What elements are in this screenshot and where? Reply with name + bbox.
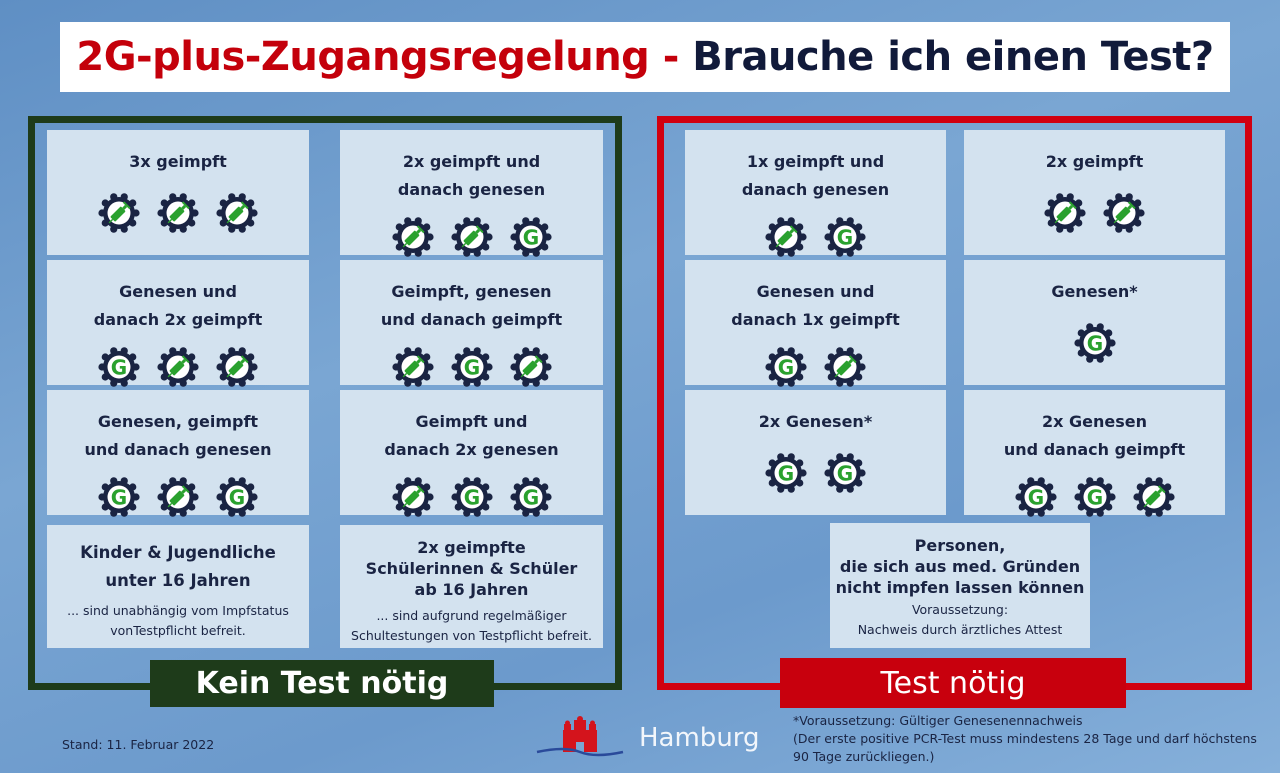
case-heading bbox=[366, 537, 578, 600]
vaccination-syringe-icon bbox=[822, 344, 868, 390]
case-heading-line: unter 16 Jahren bbox=[105, 571, 251, 590]
case-heading-line: 2x geimpfte bbox=[417, 538, 526, 557]
recovered-g-icon bbox=[1013, 474, 1059, 520]
svg-text:G: G bbox=[110, 485, 128, 510]
case-heading bbox=[94, 278, 262, 334]
case-heading-line: danach 2x geimpft bbox=[93, 310, 263, 329]
case-heading-line: Kinder & Jugendliche bbox=[80, 543, 276, 562]
vaccination-syringe-icon bbox=[1131, 474, 1177, 520]
case-note-line: Voraussetzung: bbox=[911, 602, 1009, 617]
no-test-case bbox=[340, 390, 603, 515]
svg-text:G: G bbox=[836, 225, 854, 250]
date-stamp: Stand: 11. Februar 2022 bbox=[62, 737, 215, 752]
case-heading bbox=[85, 408, 272, 464]
title-part-2: Brauche ich einen Test? bbox=[692, 34, 1214, 80]
case-note-line: vonTestpflicht befreit. bbox=[110, 623, 246, 638]
footnote bbox=[793, 712, 1257, 766]
vaccination-syringe-icon bbox=[155, 474, 201, 520]
case-heading-line: Genesen und bbox=[756, 282, 875, 301]
page-title bbox=[60, 22, 1230, 92]
status-icons bbox=[763, 344, 868, 390]
svg-text:G: G bbox=[463, 355, 480, 380]
recovered-g-icon bbox=[96, 344, 142, 390]
case-note-line: ... sind unabhängig vom Impfstatus bbox=[67, 603, 289, 618]
no-test-label: Kein Test nötig bbox=[150, 660, 494, 707]
status-icons bbox=[763, 450, 868, 496]
case-note-line: Schultestungen von Testpflicht befreit. bbox=[351, 628, 592, 643]
case-heading bbox=[731, 278, 899, 334]
recovered-g-icon bbox=[822, 450, 868, 496]
case-heading-line: die sich aus med. Gründen bbox=[839, 557, 1081, 576]
case-heading-line: Geimpft, genesen bbox=[391, 282, 552, 301]
hamburg-logo bbox=[535, 716, 760, 760]
case-heading-line: 2x geimpft und bbox=[402, 152, 541, 171]
case-heading-line: Geimpft und bbox=[415, 412, 528, 431]
test-label: Test nötig bbox=[780, 658, 1126, 708]
recovered-g-icon bbox=[508, 214, 554, 260]
case-note bbox=[351, 606, 592, 646]
case-heading-line: 1x geimpft und bbox=[746, 152, 885, 171]
case-heading-line: Genesen, geimpft bbox=[97, 412, 259, 431]
hamburg-castle-icon bbox=[535, 716, 625, 760]
logo-text: Hamburg bbox=[639, 723, 760, 753]
case-heading-line: nicht impfen lassen können bbox=[835, 578, 1085, 597]
status-icons bbox=[1042, 190, 1147, 236]
case-heading bbox=[1051, 278, 1137, 306]
status-icons bbox=[1072, 320, 1118, 366]
case-note bbox=[858, 600, 1063, 640]
case-heading bbox=[80, 539, 276, 595]
case-heading bbox=[384, 408, 558, 464]
vaccination-syringe-icon bbox=[1101, 190, 1147, 236]
case-heading-line: 2x Genesen* bbox=[758, 412, 873, 431]
case-heading bbox=[381, 278, 562, 334]
no-test-case bbox=[47, 260, 309, 385]
case-heading-line: danach genesen bbox=[741, 180, 890, 199]
vaccination-syringe-icon bbox=[1042, 190, 1088, 236]
status-icons bbox=[96, 474, 260, 520]
case-heading bbox=[398, 148, 545, 204]
case-heading-line: danach genesen bbox=[397, 180, 546, 199]
status-icons bbox=[763, 214, 868, 260]
svg-text:G: G bbox=[1086, 331, 1103, 356]
case-heading-line: und danach genesen bbox=[84, 440, 272, 459]
vaccination-syringe-icon bbox=[155, 190, 201, 236]
case-heading-line: Genesen* bbox=[1051, 282, 1138, 301]
recovered-g-icon bbox=[763, 344, 809, 390]
status-icons bbox=[390, 214, 554, 260]
recovered-g-icon bbox=[1072, 320, 1118, 366]
vaccination-syringe-icon bbox=[390, 344, 436, 390]
recovered-g-icon bbox=[449, 344, 495, 390]
recovered-g-icon bbox=[822, 214, 868, 260]
recovered-g-icon bbox=[96, 474, 142, 520]
vaccination-syringe-icon bbox=[449, 214, 495, 260]
footnote-line: 90 Tage zurückliegen.) bbox=[793, 749, 935, 764]
recovered-g-icon bbox=[763, 450, 809, 496]
test-required-case bbox=[830, 523, 1090, 648]
test-required-case bbox=[964, 260, 1225, 385]
svg-text:G: G bbox=[522, 225, 539, 250]
vaccination-syringe-icon bbox=[763, 214, 809, 260]
case-heading bbox=[1046, 148, 1144, 176]
no-test-case bbox=[340, 130, 603, 255]
case-heading-line: 2x geimpft bbox=[1045, 152, 1144, 171]
no-test-case bbox=[340, 260, 603, 385]
test-required-case bbox=[964, 130, 1225, 255]
status-icons bbox=[390, 344, 554, 390]
svg-text:G: G bbox=[228, 485, 246, 510]
case-heading-line: Schülerinnen & Schüler bbox=[365, 559, 578, 578]
status-icons bbox=[1013, 474, 1177, 520]
case-heading bbox=[836, 535, 1085, 598]
svg-text:G: G bbox=[1086, 485, 1103, 510]
case-heading bbox=[129, 148, 227, 176]
recovered-g-icon bbox=[449, 474, 495, 520]
no-test-case bbox=[47, 390, 309, 515]
no-test-case bbox=[47, 525, 309, 648]
case-heading-line: und danach geimpft bbox=[380, 310, 563, 329]
status-icons bbox=[96, 344, 260, 390]
case-heading-line: danach 2x genesen bbox=[384, 440, 559, 459]
vaccination-syringe-icon bbox=[508, 344, 554, 390]
case-note-line: Nachweis durch ärztliches Attest bbox=[857, 622, 1063, 637]
footnote-line: *Voraussetzung: Gültiger Genesenennachweis bbox=[793, 713, 1083, 728]
test-required-case bbox=[685, 260, 946, 385]
vaccination-syringe-icon bbox=[390, 474, 436, 520]
svg-text:G: G bbox=[110, 355, 128, 380]
recovered-g-icon bbox=[508, 474, 554, 520]
svg-text:G: G bbox=[522, 485, 539, 510]
no-test-case bbox=[340, 525, 603, 648]
test-required-case bbox=[685, 130, 946, 255]
test-required-case bbox=[685, 390, 946, 515]
case-heading-line: 3x geimpft bbox=[129, 152, 227, 171]
footnote-line: (Der erste positive PCR-Test muss mindestens 28 Tage und darf höchstens bbox=[793, 731, 1257, 746]
test-required-case bbox=[964, 390, 1225, 515]
case-heading-line: Personen, bbox=[914, 536, 1006, 555]
case-heading bbox=[759, 408, 872, 436]
vaccination-syringe-icon bbox=[155, 344, 201, 390]
status-icons bbox=[390, 474, 554, 520]
case-heading-line: danach 1x geimpft bbox=[731, 310, 900, 329]
svg-text:G: G bbox=[1027, 485, 1044, 510]
vaccination-syringe-icon bbox=[96, 190, 142, 236]
vaccination-syringe-icon bbox=[214, 344, 260, 390]
status-icons bbox=[96, 190, 260, 236]
recovered-g-icon bbox=[214, 474, 260, 520]
case-heading-line: und danach geimpft bbox=[1003, 440, 1186, 459]
case-heading-line: ab 16 Jahren bbox=[414, 580, 529, 599]
case-heading-line: 2x Genesen bbox=[1041, 412, 1147, 431]
svg-text:G: G bbox=[463, 485, 480, 510]
vaccination-syringe-icon bbox=[214, 190, 260, 236]
no-test-case bbox=[47, 130, 309, 255]
case-heading bbox=[742, 148, 889, 204]
recovered-g-icon bbox=[1072, 474, 1118, 520]
case-heading-line: Genesen und bbox=[119, 282, 237, 301]
svg-text:G: G bbox=[836, 461, 854, 486]
svg-text:G: G bbox=[777, 355, 795, 380]
title-part-1: 2G-plus-Zugangsregelung - bbox=[76, 34, 679, 80]
vaccination-syringe-icon bbox=[390, 214, 436, 260]
case-heading bbox=[1004, 408, 1185, 464]
case-note-line: ... sind aufgrund regelmäßiger bbox=[376, 608, 567, 623]
case-note bbox=[67, 601, 289, 641]
svg-text:G: G bbox=[777, 461, 795, 486]
